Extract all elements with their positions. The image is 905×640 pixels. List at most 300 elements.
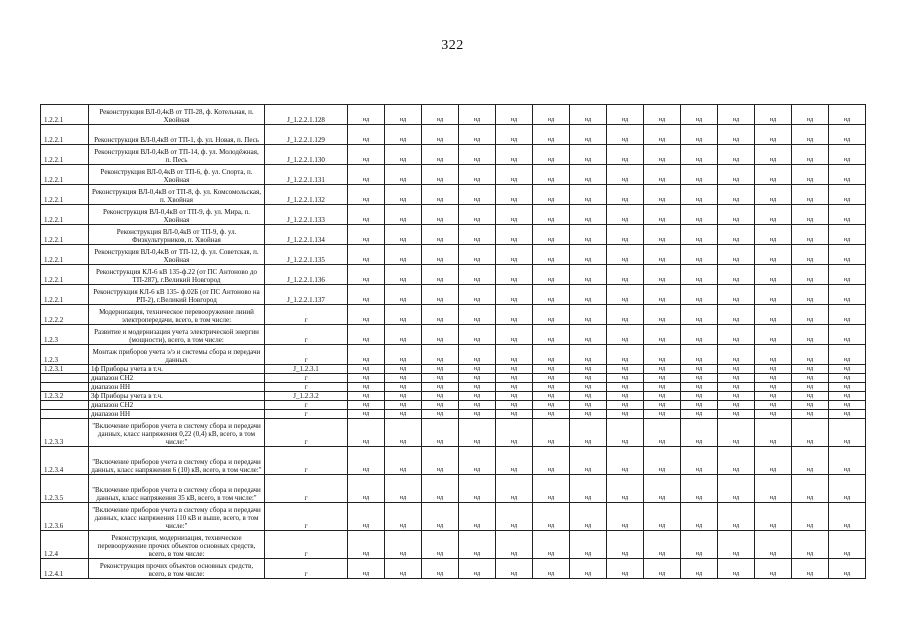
value-cell: нд [348, 185, 385, 205]
value-cell: нд [607, 105, 644, 125]
value-cell: нд [681, 225, 718, 245]
value-cell: нд [644, 419, 681, 447]
value-cell: нд [385, 285, 422, 305]
table-row [41, 383, 866, 392]
value-cell: нд [533, 559, 570, 579]
value-cell: нд [755, 531, 792, 559]
value-cell: нд [607, 419, 644, 447]
project-code-cell: J_1.2.2.1.128 [265, 105, 348, 125]
value-cell: нд [459, 374, 496, 383]
value-cell: нд [792, 410, 829, 419]
value-cell: нд [829, 125, 866, 145]
row-number-cell: 1.2.2.1 [41, 105, 89, 125]
row-number-cell: 1.2.3.2 [41, 392, 89, 401]
project-name-cell: "Включение приборов учета в систему сбора и передачи данных, класс напряжения 0,22 (0,4) кВ, всего, в том числе:" [89, 419, 265, 447]
investment-program-table [40, 104, 866, 579]
value-cell: нд [755, 205, 792, 225]
project-name-cell: диапазон НН [89, 383, 265, 392]
value-cell: нд [755, 325, 792, 345]
table-row [41, 245, 866, 265]
value-cell: нд [792, 392, 829, 401]
value-cell: нд [644, 205, 681, 225]
value-cell: нд [755, 125, 792, 145]
value-cell: нд [718, 125, 755, 145]
row-number-cell: 1.2.3.6 [41, 503, 89, 531]
value-cell: нд [459, 285, 496, 305]
value-cell: нд [718, 265, 755, 285]
value-cell: нд [755, 383, 792, 392]
value-cell: нд [533, 345, 570, 365]
value-cell: нд [829, 447, 866, 475]
value-cell: нд [422, 531, 459, 559]
project-name-cell: Монтаж приборов учета э/э и системы сбора и передачи данных [89, 345, 265, 365]
value-cell: нд [718, 285, 755, 305]
value-cell: нд [718, 105, 755, 125]
table-row [41, 225, 866, 245]
value-cell: нд [533, 374, 570, 383]
value-cell: нд [644, 225, 681, 245]
value-cell: нд [718, 185, 755, 205]
value-cell: нд [422, 475, 459, 503]
table-row [41, 305, 866, 325]
value-cell: нд [607, 165, 644, 185]
value-cell: нд [385, 345, 422, 365]
row-number-cell [41, 383, 89, 392]
value-cell: нд [533, 205, 570, 225]
project-name-cell: Реконструкция ВЛ-0,4кВ от ТП-14, ф. ул. Молодёжная, п. Песь [89, 145, 265, 165]
value-cell: нд [644, 383, 681, 392]
value-cell: нд [829, 410, 866, 419]
value-cell: нд [533, 410, 570, 419]
value-cell: нд [570, 503, 607, 531]
value-cell: нд [718, 559, 755, 579]
value-cell: нд [755, 559, 792, 579]
value-cell: нд [459, 475, 496, 503]
value-cell: нд [607, 365, 644, 374]
value-cell: нд [755, 265, 792, 285]
value-cell: нд [718, 383, 755, 392]
value-cell: нд [792, 531, 829, 559]
value-cell: нд [792, 305, 829, 325]
value-cell: нд [607, 475, 644, 503]
value-cell: нд [718, 245, 755, 265]
value-cell: нд [422, 365, 459, 374]
project-code-cell: г [265, 401, 348, 410]
value-cell: нд [533, 165, 570, 185]
value-cell: нд [570, 245, 607, 265]
value-cell: нд [792, 325, 829, 345]
project-code-cell: г [265, 531, 348, 559]
row-number-cell: 1.2.3.4 [41, 447, 89, 475]
value-cell: нд [607, 503, 644, 531]
table-row [41, 105, 866, 125]
project-name-cell: Реконструкция ВЛ-0,4кВ от ТП-28, ф. Котельная, п. Хвойная [89, 105, 265, 125]
row-number-cell: 1.2.3 [41, 325, 89, 345]
project-name-cell: Реконструкция ВЛ-0,4кВ от ТП-9, ф. ул. Физкультурников, п. Хвойная [89, 225, 265, 245]
value-cell: нд [644, 345, 681, 365]
project-code-cell: J_1.2.2.1.136 [265, 265, 348, 285]
value-cell: нд [792, 105, 829, 125]
value-cell: нд [644, 401, 681, 410]
value-cell: нд [681, 559, 718, 579]
row-number-cell [41, 401, 89, 410]
value-cell: нд [607, 225, 644, 245]
project-code-cell: г [265, 559, 348, 579]
value-cell: нд [422, 165, 459, 185]
table-row [41, 503, 866, 531]
value-cell: нд [681, 365, 718, 374]
value-cell: нд [422, 125, 459, 145]
table-row [41, 475, 866, 503]
value-cell: нд [829, 285, 866, 305]
value-cell: нд [533, 475, 570, 503]
value-cell: нд [385, 392, 422, 401]
table-row [41, 185, 866, 205]
value-cell: нд [718, 531, 755, 559]
value-cell: нд [829, 185, 866, 205]
value-cell: нд [422, 447, 459, 475]
value-cell: нд [792, 419, 829, 447]
value-cell: нд [570, 185, 607, 205]
value-cell: нд [570, 265, 607, 285]
value-cell: нд [644, 185, 681, 205]
value-cell: нд [792, 225, 829, 245]
value-cell: нд [496, 559, 533, 579]
value-cell: нд [570, 305, 607, 325]
value-cell: нд [792, 503, 829, 531]
value-cell: нд [459, 205, 496, 225]
value-cell: нд [459, 225, 496, 245]
project-name-cell: Реконструкция, модернизация, техническое перевооружение прочих объектов основных средств, всего, в том числе: [89, 531, 265, 559]
value-cell: нд [570, 374, 607, 383]
value-cell: нд [422, 305, 459, 325]
row-number-cell: 1.2.2.2 [41, 305, 89, 325]
project-name-cell: диапазон СН2 [89, 374, 265, 383]
project-name-cell: Реконструкция КЛ-6 кВ 135- ф.02Б (от ПС Антоново на РП-2), г.Великий Новгород [89, 285, 265, 305]
value-cell: нд [459, 325, 496, 345]
project-code-cell: г [265, 419, 348, 447]
value-cell: нд [385, 401, 422, 410]
table-row [41, 374, 866, 383]
value-cell: нд [755, 365, 792, 374]
value-cell: нд [533, 285, 570, 305]
value-cell: нд [459, 410, 496, 419]
project-code-cell: г [265, 305, 348, 325]
value-cell: нд [718, 410, 755, 419]
row-number-cell: 1.2.2.1 [41, 185, 89, 205]
value-cell: нд [385, 125, 422, 145]
table-body [41, 105, 866, 579]
value-cell: нд [422, 145, 459, 165]
value-cell: нд [644, 165, 681, 185]
value-cell: нд [422, 185, 459, 205]
value-cell: нд [496, 401, 533, 410]
value-cell: нд [792, 559, 829, 579]
value-cell: нд [829, 105, 866, 125]
value-cell: нд [792, 265, 829, 285]
value-cell: нд [348, 559, 385, 579]
value-cell: нд [570, 105, 607, 125]
value-cell: нд [644, 392, 681, 401]
value-cell: нд [755, 401, 792, 410]
value-cell: нд [496, 410, 533, 419]
value-cell: нд [644, 105, 681, 125]
value-cell: нд [681, 305, 718, 325]
project-code-cell: г [265, 325, 348, 345]
value-cell: нд [681, 531, 718, 559]
value-cell: нд [644, 374, 681, 383]
value-cell: нд [533, 245, 570, 265]
value-cell: нд [718, 145, 755, 165]
value-cell: нд [607, 401, 644, 410]
value-cell: нд [533, 225, 570, 245]
value-cell: нд [533, 305, 570, 325]
table-row [41, 205, 866, 225]
value-cell: нд [385, 325, 422, 345]
value-cell: нд [792, 475, 829, 503]
project-name-cell: Реконструкция ВЛ-0,4кВ от ТП-8, ф. ул. Комсомольская, п. Хвойная [89, 185, 265, 205]
value-cell: нд [644, 365, 681, 374]
value-cell: нд [385, 225, 422, 245]
value-cell: нд [829, 383, 866, 392]
value-cell: нд [496, 345, 533, 365]
value-cell: нд [755, 392, 792, 401]
project-name-cell: Модернизация, техническое перевооружение линий электропередачи, всего, в том числе: [89, 305, 265, 325]
value-cell: нд [348, 145, 385, 165]
value-cell: нд [644, 325, 681, 345]
value-cell: нд [829, 245, 866, 265]
table-row [41, 531, 866, 559]
value-cell: нд [533, 185, 570, 205]
row-number-cell: 1.2.2.1 [41, 165, 89, 185]
row-number-cell: 1.2.2.1 [41, 265, 89, 285]
row-number-cell [41, 374, 89, 383]
value-cell: нд [459, 165, 496, 185]
value-cell: нд [459, 392, 496, 401]
value-cell: нд [829, 401, 866, 410]
value-cell: нд [348, 447, 385, 475]
value-cell: нд [496, 305, 533, 325]
value-cell: нд [533, 383, 570, 392]
investment-table-container [40, 104, 865, 579]
row-number-cell [41, 410, 89, 419]
project-code-cell: J_1.2.2.1.137 [265, 285, 348, 305]
value-cell: нд [607, 392, 644, 401]
value-cell: нд [681, 105, 718, 125]
value-cell: нд [459, 503, 496, 531]
value-cell: нд [385, 245, 422, 265]
value-cell: нд [829, 374, 866, 383]
value-cell: нд [533, 531, 570, 559]
page-number: 322 [441, 38, 464, 53]
project-code-cell: J_1.2.2.1.131 [265, 165, 348, 185]
value-cell: нд [533, 392, 570, 401]
value-cell: нд [718, 401, 755, 410]
value-cell: нд [459, 185, 496, 205]
value-cell: нд [792, 374, 829, 383]
value-cell: нд [607, 205, 644, 225]
row-number-cell: 1.2.2.1 [41, 285, 89, 305]
value-cell: нд [755, 285, 792, 305]
value-cell: нд [570, 383, 607, 392]
value-cell: нд [718, 305, 755, 325]
project-code-cell: г [265, 410, 348, 419]
value-cell: нд [459, 305, 496, 325]
value-cell: нд [681, 165, 718, 185]
project-code-cell: J_1.2.3.2 [265, 392, 348, 401]
value-cell: нд [570, 447, 607, 475]
value-cell: нд [792, 185, 829, 205]
value-cell: нд [755, 419, 792, 447]
row-number-cell: 1.2.2.1 [41, 145, 89, 165]
value-cell: нд [644, 305, 681, 325]
project-code-cell: J_1.2.2.1.130 [265, 145, 348, 165]
value-cell: нд [496, 165, 533, 185]
value-cell: нд [829, 559, 866, 579]
row-number-cell: 1.2.4.1 [41, 559, 89, 579]
value-cell: нд [533, 125, 570, 145]
value-cell: нд [496, 383, 533, 392]
value-cell: нд [570, 205, 607, 225]
table-row [41, 559, 866, 579]
value-cell: нд [644, 559, 681, 579]
value-cell: нд [570, 325, 607, 345]
value-cell: нд [459, 401, 496, 410]
value-cell: нд [570, 225, 607, 245]
value-cell: нд [755, 225, 792, 245]
value-cell: нд [422, 559, 459, 579]
value-cell: нд [496, 285, 533, 305]
value-cell: нд [422, 205, 459, 225]
value-cell: нд [348, 165, 385, 185]
value-cell: нд [385, 365, 422, 374]
value-cell: нд [681, 447, 718, 475]
value-cell: нд [496, 125, 533, 145]
value-cell: нд [718, 325, 755, 345]
value-cell: нд [459, 145, 496, 165]
value-cell: нд [607, 145, 644, 165]
value-cell: нд [644, 245, 681, 265]
value-cell: нд [422, 374, 459, 383]
value-cell: нд [570, 285, 607, 305]
value-cell: нд [422, 325, 459, 345]
value-cell: нд [829, 475, 866, 503]
value-cell: нд [459, 105, 496, 125]
value-cell: нд [385, 374, 422, 383]
project-name-cell: Реконструкция ВЛ-0,4кВ от ТП-1, ф. ул. Новая, п. Песь [89, 125, 265, 145]
value-cell: нд [496, 475, 533, 503]
value-cell: нд [755, 305, 792, 325]
project-name-cell: 1ф Приборы учета в т.ч. [89, 365, 265, 374]
value-cell: нд [385, 503, 422, 531]
value-cell: нд [570, 475, 607, 503]
value-cell: нд [533, 401, 570, 410]
value-cell: нд [385, 185, 422, 205]
value-cell: нд [570, 419, 607, 447]
row-number-cell: 1.2.2.1 [41, 125, 89, 145]
value-cell: нд [755, 185, 792, 205]
value-cell: нд [718, 365, 755, 374]
value-cell: нд [570, 392, 607, 401]
value-cell: нд [607, 531, 644, 559]
value-cell: нд [459, 559, 496, 579]
value-cell: нд [829, 531, 866, 559]
value-cell: нд [829, 305, 866, 325]
table-row [41, 325, 866, 345]
value-cell: нд [755, 410, 792, 419]
row-number-cell: 1.2.3.1 [41, 365, 89, 374]
value-cell: нд [385, 265, 422, 285]
value-cell: нд [829, 265, 866, 285]
row-number-cell: 1.2.2.1 [41, 245, 89, 265]
value-cell: нд [755, 475, 792, 503]
value-cell: нд [718, 205, 755, 225]
value-cell: нд [718, 503, 755, 531]
value-cell: нд [681, 145, 718, 165]
value-cell: нд [681, 475, 718, 503]
value-cell: нд [792, 245, 829, 265]
row-number-cell: 1.2.3.5 [41, 475, 89, 503]
project-name-cell: Реконструкция ВЛ-0,4кВ от ТП-9, ф. ул. Мира, п. Хвойная [89, 205, 265, 225]
value-cell: нд [829, 225, 866, 245]
row-number-cell: 1.2.3.3 [41, 419, 89, 447]
table-row [41, 265, 866, 285]
value-cell: нд [681, 185, 718, 205]
value-cell: нд [533, 105, 570, 125]
value-cell: нд [348, 205, 385, 225]
row-number-cell: 1.2.3 [41, 345, 89, 365]
value-cell: нд [348, 365, 385, 374]
value-cell: нд [681, 245, 718, 265]
project-name-cell: "Включение приборов учета в систему сбора и передачи данных, класс напряжения 6 (10) кВ, всего, в том числе:" [89, 447, 265, 475]
value-cell: нд [496, 447, 533, 475]
value-cell: нд [348, 374, 385, 383]
project-name-cell: 3ф Приборы учета в т.ч. [89, 392, 265, 401]
value-cell: нд [829, 145, 866, 165]
project-name-cell: "Включение приборов учета в систему сбора и передачи данных, класс напряжения 35 кВ, всего, в том числе:" [89, 475, 265, 503]
value-cell: нд [681, 125, 718, 145]
value-cell: нд [496, 503, 533, 531]
value-cell: нд [496, 365, 533, 374]
value-cell: нд [792, 125, 829, 145]
value-cell: нд [718, 345, 755, 365]
value-cell: нд [459, 383, 496, 392]
value-cell: нд [829, 165, 866, 185]
value-cell: нд [644, 125, 681, 145]
value-cell: нд [755, 245, 792, 265]
value-cell: нд [681, 410, 718, 419]
value-cell: нд [348, 105, 385, 125]
value-cell: нд [681, 205, 718, 225]
value-cell: нд [644, 145, 681, 165]
value-cell: нд [348, 531, 385, 559]
value-cell: нд [348, 325, 385, 345]
value-cell: нд [681, 503, 718, 531]
value-cell: нд [607, 374, 644, 383]
value-cell: нд [792, 165, 829, 185]
project-name-cell: диапазон СН2 [89, 401, 265, 410]
value-cell: нд [496, 419, 533, 447]
value-cell: нд [459, 365, 496, 374]
value-cell: нд [459, 345, 496, 365]
value-cell: нд [496, 392, 533, 401]
project-code-cell: J_1.2.2.1.132 [265, 185, 348, 205]
value-cell: нд [607, 559, 644, 579]
value-cell: нд [348, 345, 385, 365]
value-cell: нд [385, 105, 422, 125]
table-row [41, 145, 866, 165]
value-cell: нд [755, 374, 792, 383]
